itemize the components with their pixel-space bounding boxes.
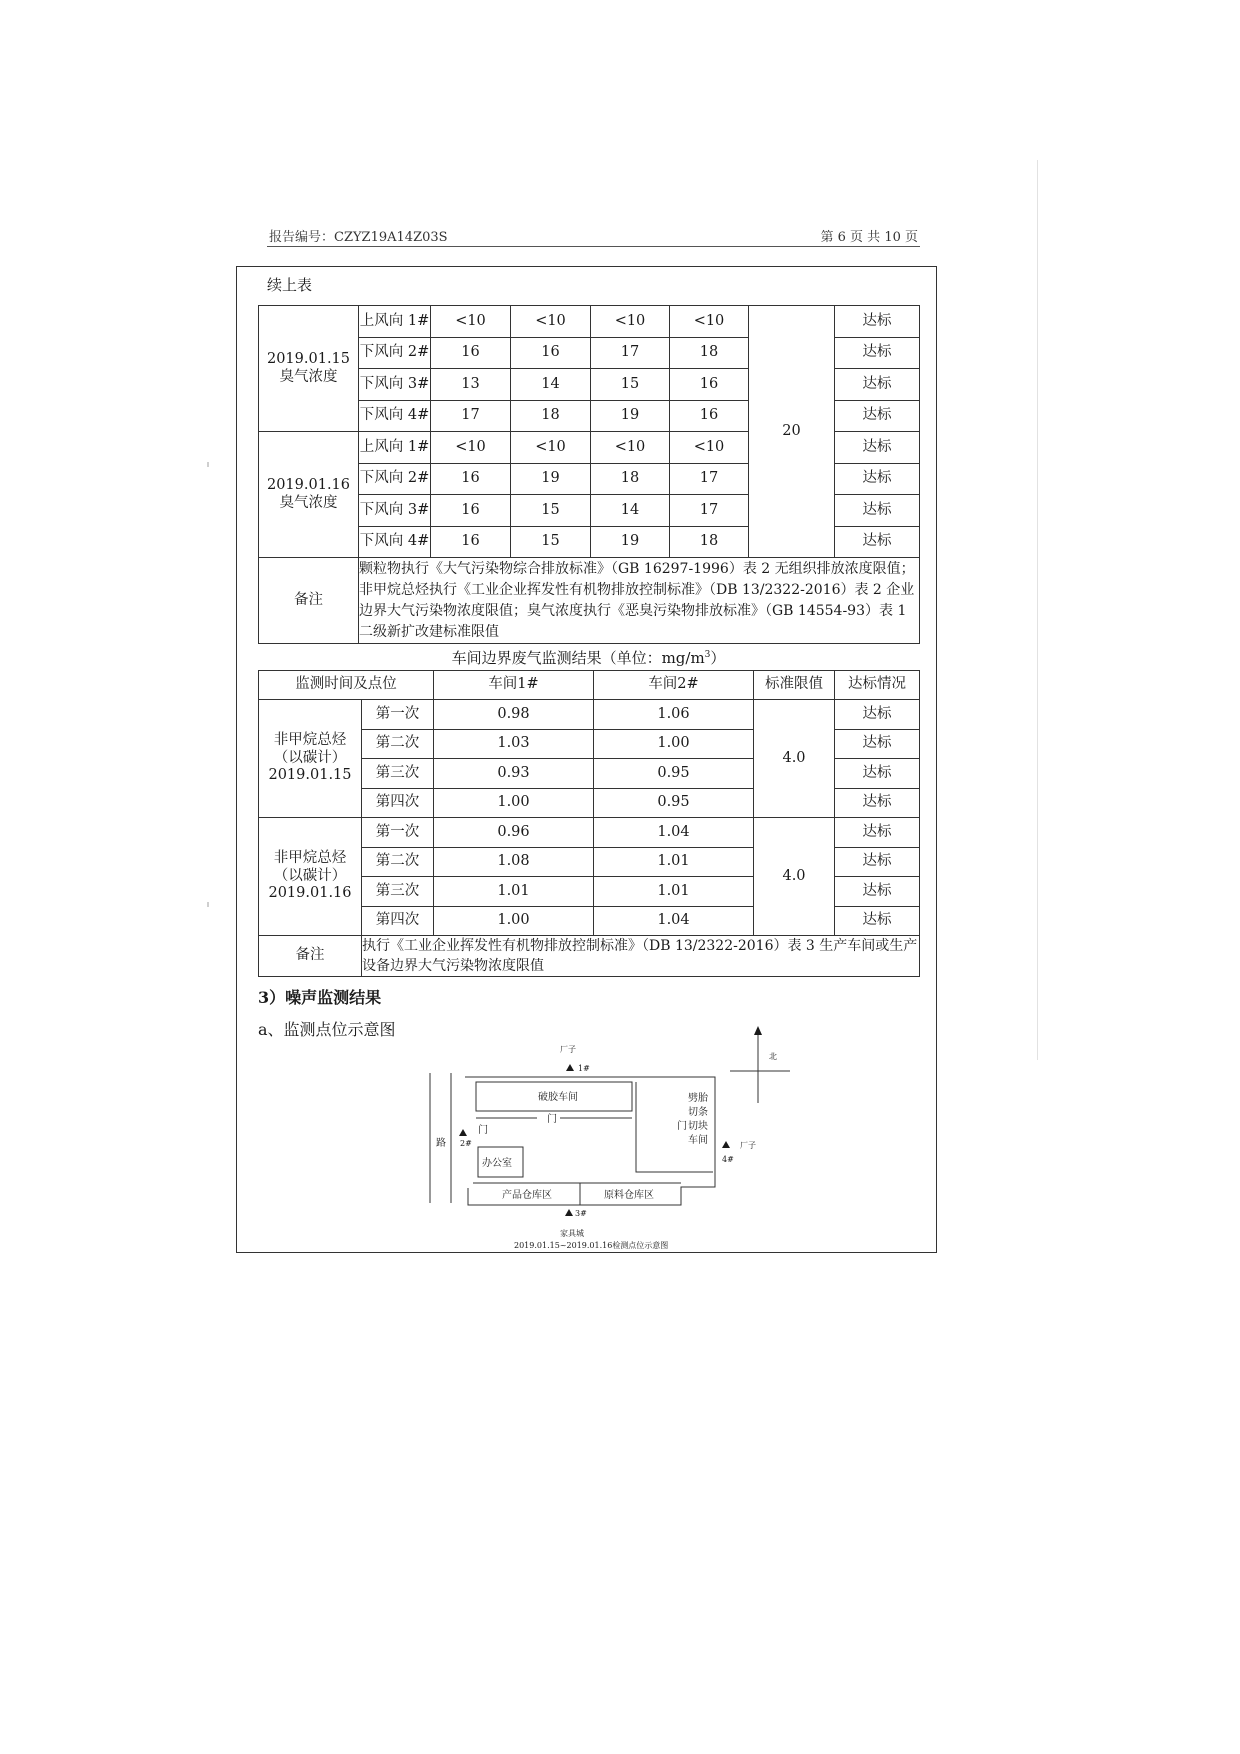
factory-boundary bbox=[465, 1077, 715, 1205]
point-4-marker bbox=[722, 1141, 730, 1148]
table2-title-end: ） bbox=[710, 649, 726, 667]
value-cell: 19 bbox=[511, 463, 591, 495]
note-label: 备注 bbox=[259, 936, 362, 977]
round-cell: 第二次 bbox=[362, 847, 434, 877]
status-cell: 达标 bbox=[835, 729, 920, 759]
raw-warehouse-label: 原料仓库区 bbox=[604, 1190, 654, 1201]
value-cell: 15 bbox=[511, 526, 591, 558]
point-2-label: 2# bbox=[460, 1139, 472, 1148]
page-header bbox=[267, 226, 920, 247]
value-cell: 17 bbox=[431, 400, 511, 432]
value-cell: 16 bbox=[431, 463, 511, 495]
value-cell: <10 bbox=[431, 432, 511, 464]
report-number: 报告编号：CZYZ19A14Z03S bbox=[269, 230, 448, 245]
product-warehouse-label: 产品仓库区 bbox=[502, 1190, 552, 1201]
value-cell: 17 bbox=[670, 495, 749, 527]
group-date: 2019.01.16 bbox=[266, 477, 351, 494]
status-cell: 达标 bbox=[835, 369, 920, 401]
group-label-cell bbox=[259, 306, 359, 432]
group-label-cell bbox=[259, 432, 359, 558]
round-cell: 第三次 bbox=[362, 877, 434, 907]
value-cell: 17 bbox=[670, 463, 749, 495]
value-cell: <10 bbox=[591, 306, 670, 338]
status-cell: 达标 bbox=[835, 463, 920, 495]
group-date: 2019.01.15 bbox=[268, 767, 352, 784]
value-cell: 1.01 bbox=[434, 877, 594, 907]
status-cell: 达标 bbox=[835, 847, 920, 877]
value-cell: 18 bbox=[670, 337, 749, 369]
table-row bbox=[259, 818, 920, 848]
door-label: 门 bbox=[478, 1125, 488, 1136]
round-cell: 第四次 bbox=[362, 788, 434, 818]
value-cell: 0.95 bbox=[594, 759, 754, 789]
table2-title-text: 车间边界废气监测结果（单位：mg/m bbox=[451, 649, 705, 667]
point-1-label: 1# bbox=[578, 1064, 590, 1073]
tire-label-4: 车间 bbox=[688, 1135, 708, 1146]
tire-label-2: 切条 bbox=[688, 1107, 708, 1118]
header-workshop-1: 车间1# bbox=[434, 671, 594, 700]
round-cell: 第一次 bbox=[362, 700, 434, 730]
north-label: 北 bbox=[769, 1052, 777, 1061]
point-cell: 下风向 4# bbox=[359, 526, 431, 558]
status-cell: 达标 bbox=[835, 759, 920, 789]
north-arrow-icon bbox=[754, 1026, 762, 1035]
value-cell: 1.08 bbox=[434, 847, 594, 877]
point-2-marker bbox=[459, 1129, 467, 1136]
point-cell: 下风向 3# bbox=[359, 369, 431, 401]
scan-speck bbox=[207, 462, 209, 467]
value-cell: 1.03 bbox=[434, 729, 594, 759]
status-cell: 达标 bbox=[835, 306, 920, 338]
value-cell: 15 bbox=[591, 369, 670, 401]
value-cell: <10 bbox=[431, 306, 511, 338]
section-a-title: a、监测点位示意图 bbox=[258, 1020, 396, 1039]
value-cell: 19 bbox=[591, 400, 670, 432]
value-cell: 16 bbox=[431, 526, 511, 558]
limit-cell: 4.0 bbox=[754, 700, 835, 818]
status-cell: 达标 bbox=[835, 526, 920, 558]
value-cell: 16 bbox=[431, 337, 511, 369]
status-cell: 达标 bbox=[835, 337, 920, 369]
value-cell: 16 bbox=[670, 400, 749, 432]
status-cell: 达标 bbox=[835, 788, 920, 818]
point-cell: 上风向 1# bbox=[359, 306, 431, 338]
group-basis: （以碳计） bbox=[273, 867, 347, 884]
value-cell: 0.96 bbox=[434, 818, 594, 848]
group-item: 臭气浓度 bbox=[279, 494, 338, 511]
point-1-marker bbox=[566, 1064, 574, 1071]
value-cell: 1.01 bbox=[594, 847, 754, 877]
diagram-caption: 2019.01.15~2019.01.16检测点位示意图 bbox=[514, 1241, 669, 1250]
group-date: 2019.01.16 bbox=[268, 885, 352, 902]
tire-label-3: 切块 bbox=[688, 1121, 708, 1132]
value-cell: <10 bbox=[591, 432, 670, 464]
group-label-cell bbox=[259, 818, 362, 936]
value-cell: 15 bbox=[511, 495, 591, 527]
workshop-table bbox=[258, 670, 920, 977]
factory-top-label: 厂子 bbox=[560, 1045, 576, 1054]
value-cell: 0.98 bbox=[434, 700, 594, 730]
group-basis: （以碳计） bbox=[273, 749, 347, 766]
round-cell: 第一次 bbox=[362, 818, 434, 848]
value-cell: 1.04 bbox=[594, 906, 754, 936]
status-cell: 达标 bbox=[835, 495, 920, 527]
road-label: 路 bbox=[436, 1138, 446, 1149]
value-cell: 16 bbox=[511, 337, 591, 369]
point-3-marker bbox=[565, 1209, 573, 1216]
point-cell: 下风向 2# bbox=[359, 463, 431, 495]
value-cell: 18 bbox=[670, 526, 749, 558]
value-cell: 19 bbox=[591, 526, 670, 558]
header-status: 达标情况 bbox=[835, 671, 920, 700]
group-item: 臭气浓度 bbox=[279, 368, 338, 385]
note-text: 颗粒物执行《大气污染物综合排放标准》（GB 16297-1996）表 2 无组织排放浓度限值；非甲烷总烃执行《工业企业挥发性有机物排放控制标准》（DB 13/2322-2016）表 2 企业边界大气污染物浓度限值；臭气浓度执行《恶臭污染物排放标准》（GB 14554-93）表 1 二级新扩改建标准限值 bbox=[359, 558, 920, 644]
furniture-city-label: 家具城 bbox=[560, 1229, 584, 1238]
value-cell: 1.06 bbox=[594, 700, 754, 730]
round-cell: 第四次 bbox=[362, 906, 434, 936]
status-cell: 达标 bbox=[835, 400, 920, 432]
note-row bbox=[259, 558, 920, 644]
value-cell: 14 bbox=[511, 369, 591, 401]
value-cell: 16 bbox=[670, 369, 749, 401]
value-cell: 0.93 bbox=[434, 759, 594, 789]
monitoring-point-diagram bbox=[420, 1020, 800, 1250]
header-workshop-2: 车间2# bbox=[594, 671, 754, 700]
value-cell: <10 bbox=[511, 306, 591, 338]
factory-right-label: 厂子 bbox=[740, 1141, 756, 1150]
header-time-point: 监测时间及点位 bbox=[259, 671, 434, 700]
point-3-label: 3# bbox=[575, 1209, 587, 1218]
continued-label: 续上表 bbox=[267, 276, 313, 294]
door-label: 门 bbox=[677, 1121, 687, 1132]
group-date: 2019.01.15 bbox=[266, 351, 351, 368]
point-cell: 上风向 1# bbox=[359, 432, 431, 464]
scan-speck bbox=[207, 902, 209, 907]
page-number: 第 6 页 共 10 页 bbox=[820, 230, 918, 245]
section-3-title: 3）噪声监测结果 bbox=[258, 988, 382, 1007]
note-label: 备注 bbox=[259, 558, 359, 644]
table-row bbox=[259, 700, 920, 730]
table2-title bbox=[258, 647, 919, 668]
value-cell: 0.95 bbox=[594, 788, 754, 818]
note-text: 执行《工业企业挥发性有机物排放控制标准》（DB 13/2322-2016）表 3 生产车间或生产设备边界大气污染物浓度限值 bbox=[362, 936, 920, 977]
header-limit: 标准限值 bbox=[754, 671, 835, 700]
status-cell: 达标 bbox=[835, 906, 920, 936]
office-label: 办公室 bbox=[482, 1158, 512, 1169]
door-label: 门 bbox=[547, 1114, 557, 1125]
table-header-row bbox=[259, 671, 920, 700]
point-cell: 下风向 3# bbox=[359, 495, 431, 527]
value-cell: 13 bbox=[431, 369, 511, 401]
point-cell: 下风向 2# bbox=[359, 337, 431, 369]
value-cell: <10 bbox=[511, 432, 591, 464]
point-cell: 下风向 4# bbox=[359, 400, 431, 432]
value-cell: 1.00 bbox=[434, 906, 594, 936]
status-cell: 达标 bbox=[835, 432, 920, 464]
limit-cell: 4.0 bbox=[754, 818, 835, 936]
table-row bbox=[259, 306, 920, 338]
point-4-label: 4# bbox=[722, 1155, 734, 1164]
value-cell: 1.04 bbox=[594, 818, 754, 848]
scan-edge-line bbox=[1037, 160, 1038, 1060]
value-cell: 14 bbox=[591, 495, 670, 527]
group-item: 非甲烷总烃 bbox=[273, 732, 347, 749]
tire-label-1: 劈胎 bbox=[688, 1093, 708, 1104]
note-row bbox=[259, 936, 920, 977]
table2-title-unit-exponent: 3 bbox=[704, 650, 711, 660]
group-item: 非甲烷总烃 bbox=[273, 850, 347, 867]
limit-cell: 20 bbox=[749, 306, 835, 558]
value-cell: 18 bbox=[591, 463, 670, 495]
value-cell: 16 bbox=[431, 495, 511, 527]
status-cell: 达标 bbox=[835, 877, 920, 907]
status-cell: 达标 bbox=[835, 700, 920, 730]
value-cell: 1.00 bbox=[434, 788, 594, 818]
value-cell: 17 bbox=[591, 337, 670, 369]
value-cell: 1.01 bbox=[594, 877, 754, 907]
value-cell: 1.00 bbox=[594, 729, 754, 759]
value-cell: <10 bbox=[670, 432, 749, 464]
odor-table bbox=[258, 305, 920, 644]
status-cell: 达标 bbox=[835, 818, 920, 848]
rubber-workshop-label: 破胶车间 bbox=[538, 1092, 578, 1103]
round-cell: 第二次 bbox=[362, 729, 434, 759]
value-cell: 18 bbox=[511, 400, 591, 432]
value-cell: <10 bbox=[670, 306, 749, 338]
group-label-cell bbox=[259, 700, 362, 818]
round-cell: 第三次 bbox=[362, 759, 434, 789]
